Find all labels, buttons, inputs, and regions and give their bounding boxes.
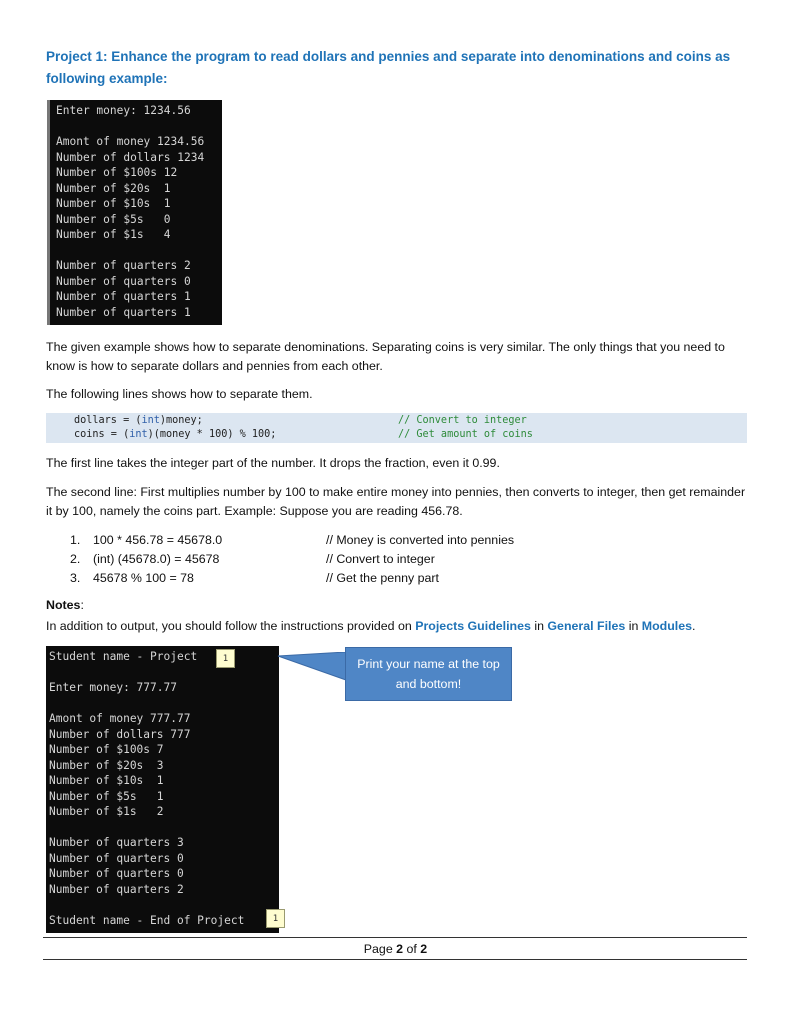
console-line: Enter money: 1234.56 bbox=[56, 104, 191, 117]
console-line: Student name - End of Project bbox=[49, 913, 245, 927]
console-line: Number of quarters 1 bbox=[56, 305, 191, 319]
console-line bbox=[49, 696, 279, 712]
steps-list bbox=[70, 531, 630, 588]
list-item bbox=[70, 569, 630, 588]
comment-marker[interactable]: 1 bbox=[216, 649, 235, 668]
console-line: Number of quarters 0 bbox=[56, 274, 191, 288]
console-line: Student name - Project bbox=[49, 650, 198, 663]
code-line-dollars bbox=[74, 414, 203, 429]
console-line bbox=[49, 820, 279, 836]
paragraph-following-lines: The following lines shows how to separate them. bbox=[46, 387, 313, 401]
project-heading bbox=[46, 46, 746, 90]
project-label: Project 1: bbox=[46, 49, 108, 64]
console-line bbox=[49, 897, 279, 913]
code-text: dollars = ( bbox=[74, 415, 142, 426]
link-projects-guidelines[interactable]: Projects Guidelines bbox=[415, 619, 531, 633]
project-heading-text: Enhance the program to read dollars and pennies and separate into denominations and coins as following example: bbox=[46, 49, 731, 86]
code-comment: // Convert to integer bbox=[398, 415, 527, 426]
page-total: 2 bbox=[420, 942, 428, 956]
step-expression: 100 * 456.78 = 45678.0 bbox=[93, 533, 223, 547]
page-label: Page bbox=[363, 942, 397, 956]
step-comment: // Money is converted into pennies bbox=[326, 533, 515, 547]
code-text: )money; bbox=[159, 415, 203, 426]
notes-text: . bbox=[692, 619, 696, 633]
step-comment: // Convert to integer bbox=[326, 552, 435, 566]
console-line bbox=[49, 665, 279, 681]
console-line: Number of quarters 1 bbox=[56, 290, 191, 303]
notes-text: In addition to output, you should follow the instructions provided on bbox=[46, 619, 416, 633]
list-item bbox=[70, 531, 630, 550]
console-line: Number of $100s 7 bbox=[49, 743, 164, 756]
code-comment: // Get amount of coins bbox=[398, 429, 533, 440]
notes-text: in bbox=[530, 619, 548, 633]
page-current: 2 bbox=[396, 942, 404, 956]
console-line: Number of dollars 777 bbox=[49, 727, 191, 741]
example-console-output bbox=[47, 100, 222, 325]
callout-note: Print your name at the top and bottom! bbox=[345, 647, 512, 701]
console-line: Number of quarters 2 bbox=[56, 259, 191, 272]
code-line-coins bbox=[74, 428, 276, 443]
link-general-files[interactable]: General Files bbox=[547, 619, 626, 633]
notes-title: Notes bbox=[46, 598, 81, 612]
console-line: Number of quarters 0 bbox=[49, 867, 184, 880]
notes-body bbox=[46, 617, 751, 636]
console-line: Number of $20s 3 bbox=[49, 758, 164, 772]
console-line: Number of $5s 1 bbox=[49, 789, 164, 803]
code-text: )(money * 100) % 100; bbox=[147, 429, 277, 440]
console-line: Number of $100s 12 bbox=[56, 166, 178, 179]
step-expression: 45678 % 100 = 78 bbox=[93, 571, 194, 585]
console-line: Number of dollars 1234 bbox=[56, 150, 205, 164]
paragraph-first-line: The first line takes the integer part of the number. It drops the fraction, even it 0.99. bbox=[46, 456, 500, 470]
step-number: 2. bbox=[70, 552, 81, 566]
console-line bbox=[56, 243, 222, 259]
page-of: of bbox=[403, 942, 421, 956]
notes-heading bbox=[46, 598, 84, 612]
console-line: Number of $20s 1 bbox=[56, 181, 171, 195]
notes-text: in bbox=[625, 619, 642, 633]
step-expression: (int) (45678.0) = 45678 bbox=[93, 552, 220, 566]
comment-marker[interactable]: 1 bbox=[266, 909, 285, 928]
console-line: Number of $10s 1 bbox=[56, 197, 171, 210]
console-line: Number of $5s 0 bbox=[56, 212, 171, 226]
list-item bbox=[70, 550, 630, 569]
console-line: Number of quarters 2 bbox=[49, 882, 184, 896]
callout-pointer bbox=[276, 652, 348, 682]
code-text: coins = ( bbox=[74, 429, 130, 440]
console-line: Enter money: 777.77 bbox=[49, 681, 177, 694]
link-modules[interactable]: Modules bbox=[641, 619, 693, 633]
console-line: Number of quarters 3 bbox=[49, 836, 184, 849]
notes-colon: : bbox=[80, 598, 84, 612]
console-line: Number of $1s 4 bbox=[56, 228, 171, 241]
paragraph-second-line: The second line: First multiplies number by 100 to make entire money into pennies, then converts to integer, then get remainder it by 100, namely the coins part. Example: Suppose you are reading 456.78. bbox=[46, 485, 746, 518]
code-snippet bbox=[46, 413, 747, 443]
console-line: Number of quarters 0 bbox=[49, 851, 184, 865]
console-line: Amont of money 777.77 bbox=[49, 712, 191, 725]
footer-rule-bottom bbox=[43, 959, 747, 960]
footer-rule-top bbox=[43, 937, 747, 938]
console-line: Number of $10s 1 bbox=[49, 774, 164, 787]
sample-console-output bbox=[46, 646, 279, 933]
code-keyword: int bbox=[141, 415, 160, 426]
console-line bbox=[56, 119, 222, 135]
step-number: 3. bbox=[70, 571, 81, 585]
step-number: 1. bbox=[70, 533, 81, 547]
page-number bbox=[0, 942, 791, 956]
console-line: Amont of money 1234.56 bbox=[56, 135, 205, 148]
code-keyword: int bbox=[129, 429, 148, 440]
step-comment: // Get the penny part bbox=[326, 571, 439, 585]
paragraph-denominations: The given example shows how to separate denominations. Separating coins is very similar. The only things that you need to know is how to separate dollars and pennies from each other. bbox=[46, 340, 725, 373]
console-line: Number of $1s 2 bbox=[49, 805, 164, 818]
